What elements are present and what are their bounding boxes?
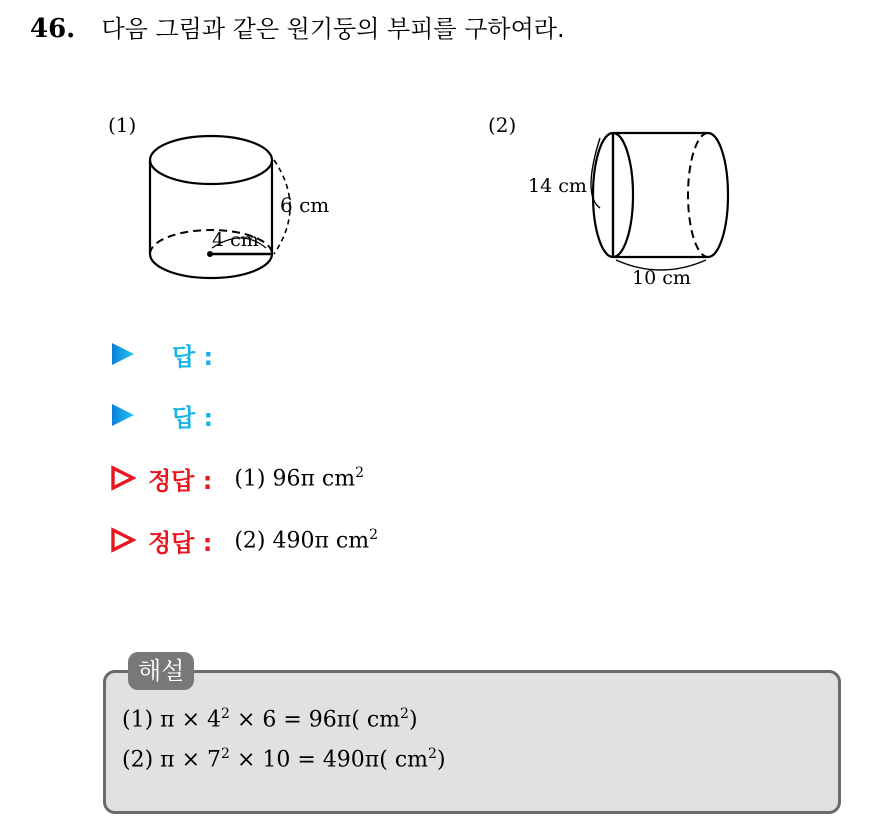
figure-2-diameter-label: 14 cm xyxy=(528,175,587,197)
figure-1-cylinder xyxy=(106,108,346,302)
question-number: 46. xyxy=(30,14,76,44)
correct-answer-label-2: 정답 : xyxy=(148,528,213,557)
explanation-box xyxy=(103,670,841,814)
figure-2-drawing xyxy=(486,108,746,298)
figure-2-length-label: 10 cm xyxy=(632,267,691,289)
question-text: 다음 그림과 같은 원기둥의 부피를 구하여라. xyxy=(101,15,565,43)
play-arrow-icon xyxy=(110,402,136,428)
explanation-tag: 해설 xyxy=(128,652,194,690)
figure-1-radius-label: 4 cm xyxy=(212,229,259,251)
correct-answer-value-1: (1) 96π $cm^2$ xyxy=(234,464,365,492)
answer-label-1: 답 : xyxy=(172,342,214,371)
explanation-line-1: (1) $\pi \times 4^2 \times 6 = 96\pi$( $cm^2$) xyxy=(122,706,418,733)
correct-answer-value-2: (2) 490π $cm^2$ xyxy=(234,526,379,554)
figure-1-height-label: 6 cm xyxy=(280,193,330,217)
outline-arrow-icon xyxy=(110,527,136,553)
explanation-line-2: (2) $\pi \times 7^2 \times 10 = 490\pi$( $cm^2$) xyxy=(122,746,446,773)
answer-field-1[interactable] xyxy=(110,334,213,374)
figure-2-cylinder xyxy=(486,108,746,302)
answer-field-2[interactable] xyxy=(110,395,213,435)
figure-2-label: (2) xyxy=(488,113,517,137)
question-header xyxy=(30,12,565,46)
play-arrow-icon xyxy=(110,341,136,367)
answer-label-2: 답 : xyxy=(172,403,214,432)
figure-1-label: (1) xyxy=(108,113,137,137)
outline-arrow-icon xyxy=(110,465,136,491)
correct-answer-label-1: 정답 : xyxy=(148,466,213,495)
figure-1-drawing xyxy=(106,108,346,298)
correct-answer-2 xyxy=(110,520,378,560)
correct-answer-1 xyxy=(110,458,364,498)
